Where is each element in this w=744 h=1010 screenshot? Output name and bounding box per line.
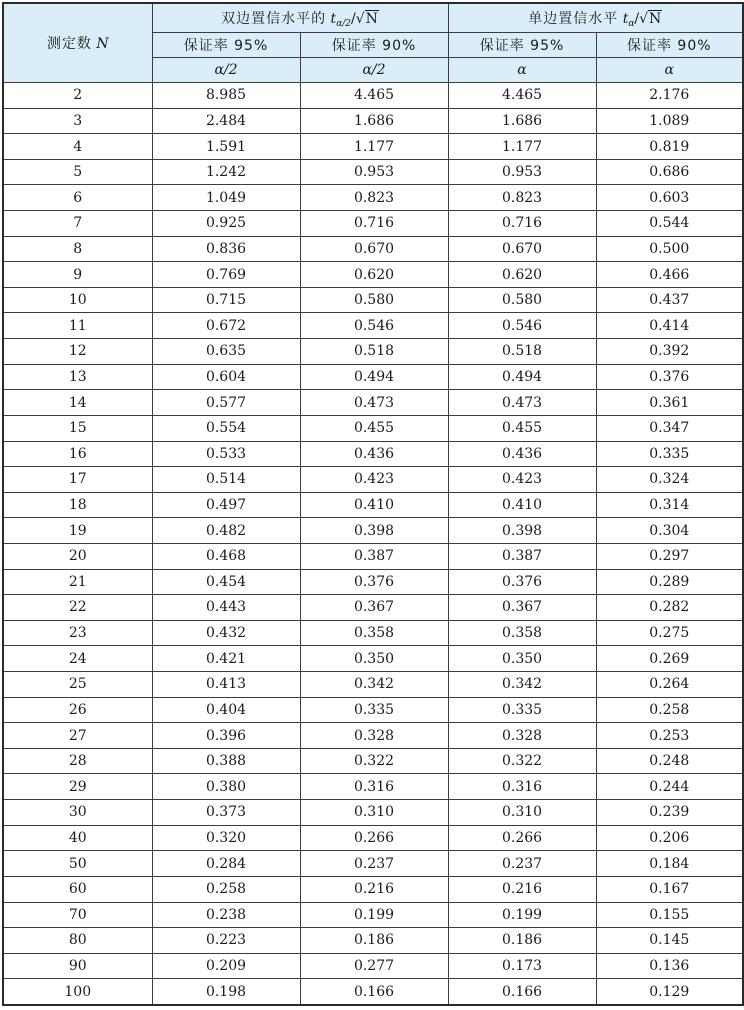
table-row (3, 979, 743, 1005)
cell-two-sided-95: 1.049 (152, 185, 300, 211)
cell-two-sided-90: 0.670 (300, 236, 448, 262)
cell-one-sided-90: 0.819 (596, 134, 743, 160)
table-header (3, 3, 743, 83)
header-one-sided-95: 保证率 95% (448, 33, 596, 58)
cell-one-sided-95: 0.335 (448, 697, 596, 723)
cell-two-sided-90: 0.316 (300, 774, 448, 800)
cell-two-sided-90: 0.823 (300, 185, 448, 211)
cell-n: 27 (3, 723, 152, 749)
cell-n: 12 (3, 339, 152, 365)
cell-two-sided-95: 0.238 (152, 902, 300, 928)
cell-two-sided-95: 0.836 (152, 236, 300, 262)
cell-two-sided-90: 0.367 (300, 595, 448, 621)
cell-two-sided-95: 0.672 (152, 313, 300, 339)
cell-n: 40 (3, 825, 152, 851)
cell-two-sided-95: 0.209 (152, 953, 300, 979)
cell-one-sided-90: 0.289 (596, 569, 743, 595)
header-row-1 (3, 3, 743, 33)
table-row (3, 262, 743, 288)
cell-n: 5 (3, 159, 152, 185)
header-two-sided-t: t (330, 10, 337, 27)
cell-one-sided-90: 0.500 (596, 236, 743, 262)
cell-n: 21 (3, 569, 152, 595)
cell-n: 17 (3, 467, 152, 493)
cell-one-sided-90: 0.347 (596, 415, 743, 441)
cell-one-sided-90: 0.361 (596, 390, 743, 416)
cell-one-sided-90: 0.184 (596, 851, 743, 877)
cell-two-sided-95: 0.925 (152, 211, 300, 237)
cell-two-sided-95: 0.198 (152, 979, 300, 1005)
cell-two-sided-95: 0.258 (152, 876, 300, 902)
header-alpha-2: α (596, 58, 743, 83)
table-row (3, 441, 743, 467)
cell-one-sided-95: 0.322 (448, 748, 596, 774)
header-one-sided-prefix: 单边置信水平 (528, 10, 619, 27)
table-row (3, 83, 743, 109)
header-one-sided (448, 3, 743, 33)
table-row (3, 697, 743, 723)
header-two-sided-slash: / (351, 10, 356, 27)
header-n-count (3, 3, 152, 83)
cell-two-sided-95: 0.380 (152, 774, 300, 800)
table-body (3, 83, 743, 1006)
cell-two-sided-90: 0.376 (300, 569, 448, 595)
cell-one-sided-95: 0.376 (448, 569, 596, 595)
cell-one-sided-90: 0.335 (596, 441, 743, 467)
cell-n: 24 (3, 646, 152, 672)
cell-n: 23 (3, 620, 152, 646)
table-row (3, 851, 743, 877)
cell-one-sided-90: 0.282 (596, 595, 743, 621)
cell-one-sided-90: 0.239 (596, 800, 743, 826)
cell-one-sided-90: 0.253 (596, 723, 743, 749)
table-row (3, 748, 743, 774)
cell-one-sided-95: 0.358 (448, 620, 596, 646)
cell-two-sided-95: 0.284 (152, 851, 300, 877)
header-one-sided-slash: / (634, 10, 640, 27)
cell-two-sided-95: 0.443 (152, 595, 300, 621)
cell-two-sided-90: 0.342 (300, 672, 448, 698)
cell-one-sided-90: 0.376 (596, 364, 743, 390)
cell-two-sided-90: 0.423 (300, 467, 448, 493)
cell-two-sided-95: 0.404 (152, 697, 300, 723)
cell-one-sided-90: 0.264 (596, 672, 743, 698)
cell-one-sided-90: 1.089 (596, 108, 743, 134)
cell-one-sided-90: 0.603 (596, 185, 743, 211)
cell-one-sided-95: 0.518 (448, 339, 596, 365)
cell-two-sided-90: 0.266 (300, 825, 448, 851)
cell-two-sided-90: 0.455 (300, 415, 448, 441)
cell-one-sided-95: 0.186 (448, 928, 596, 954)
table-row (3, 953, 743, 979)
header-two-sided-90: 保证率 90% (300, 33, 448, 58)
table-row (3, 159, 743, 185)
table-row (3, 646, 743, 672)
header-n-prefix: 测定数 (46, 36, 92, 52)
table-row (3, 800, 743, 826)
cell-two-sided-90: 0.398 (300, 518, 448, 544)
cell-two-sided-90: 0.166 (300, 979, 448, 1005)
cell-two-sided-95: 0.715 (152, 287, 300, 313)
cell-one-sided-95: 0.455 (448, 415, 596, 441)
cell-one-sided-90: 0.145 (596, 928, 743, 954)
cell-two-sided-90: 0.216 (300, 876, 448, 902)
cell-two-sided-90: 0.410 (300, 492, 448, 518)
cell-one-sided-95: 0.620 (448, 262, 596, 288)
cell-one-sided-90: 0.269 (596, 646, 743, 672)
cell-one-sided-95: 0.350 (448, 646, 596, 672)
cell-one-sided-90: 0.437 (596, 287, 743, 313)
cell-one-sided-90: 0.136 (596, 953, 743, 979)
cell-two-sided-90: 0.322 (300, 748, 448, 774)
table-row (3, 467, 743, 493)
cell-n: 9 (3, 262, 152, 288)
cell-n: 20 (3, 543, 152, 569)
cell-two-sided-90: 0.358 (300, 620, 448, 646)
cell-two-sided-90: 0.310 (300, 800, 448, 826)
table-row (3, 620, 743, 646)
cell-two-sided-90: 0.546 (300, 313, 448, 339)
table-row (3, 415, 743, 441)
cell-n: 4 (3, 134, 152, 160)
cell-two-sided-95: 0.533 (152, 441, 300, 467)
table-row (3, 543, 743, 569)
cell-n: 19 (3, 518, 152, 544)
cell-n: 7 (3, 211, 152, 237)
cell-n: 22 (3, 595, 152, 621)
header-two-sided (152, 3, 448, 33)
cell-n: 28 (3, 748, 152, 774)
cell-two-sided-95: 0.635 (152, 339, 300, 365)
table-row (3, 672, 743, 698)
header-two-sided-rad: N (365, 10, 378, 27)
cell-one-sided-95: 0.266 (448, 825, 596, 851)
cell-one-sided-90: 0.244 (596, 774, 743, 800)
cell-one-sided-95: 0.670 (448, 236, 596, 262)
cell-n: 30 (3, 800, 152, 826)
cell-one-sided-90: 0.206 (596, 825, 743, 851)
cell-two-sided-95: 0.769 (152, 262, 300, 288)
cell-one-sided-90: 0.258 (596, 697, 743, 723)
header-one-sided-sqrt-sign: √ (639, 10, 649, 27)
cell-n: 26 (3, 697, 152, 723)
table-row (3, 928, 743, 954)
cell-one-sided-95: 0.716 (448, 211, 596, 237)
cell-n: 13 (3, 364, 152, 390)
cell-n: 25 (3, 672, 152, 698)
cell-one-sided-95: 0.494 (448, 364, 596, 390)
cell-two-sided-95: 0.468 (152, 543, 300, 569)
cell-two-sided-90: 1.686 (300, 108, 448, 134)
cell-n: 16 (3, 441, 152, 467)
cell-n: 18 (3, 492, 152, 518)
cell-one-sided-90: 0.324 (596, 467, 743, 493)
cell-n: 14 (3, 390, 152, 416)
cell-two-sided-95: 0.577 (152, 390, 300, 416)
cell-two-sided-95: 0.223 (152, 928, 300, 954)
cell-one-sided-90: 0.686 (596, 159, 743, 185)
cell-two-sided-90: 0.518 (300, 339, 448, 365)
cell-two-sided-90: 1.177 (300, 134, 448, 160)
cell-one-sided-95: 0.546 (448, 313, 596, 339)
cell-one-sided-90: 0.314 (596, 492, 743, 518)
table-row (3, 595, 743, 621)
cell-one-sided-95: 0.199 (448, 902, 596, 928)
cell-two-sided-90: 0.436 (300, 441, 448, 467)
cell-two-sided-90: 0.186 (300, 928, 448, 954)
cell-one-sided-90: 0.248 (596, 748, 743, 774)
cell-two-sided-95: 0.388 (152, 748, 300, 774)
cell-two-sided-95: 0.482 (152, 518, 300, 544)
cell-one-sided-95: 1.177 (448, 134, 596, 160)
cell-one-sided-95: 0.166 (448, 979, 596, 1005)
cell-n: 10 (3, 287, 152, 313)
table-row (3, 518, 743, 544)
cell-one-sided-95: 0.423 (448, 467, 596, 493)
table-row (3, 364, 743, 390)
cell-one-sided-90: 0.297 (596, 543, 743, 569)
cell-n: 3 (3, 108, 152, 134)
cell-one-sided-95: 0.398 (448, 518, 596, 544)
cell-one-sided-95: 0.173 (448, 953, 596, 979)
cell-one-sided-95: 0.342 (448, 672, 596, 698)
cell-one-sided-90: 0.466 (596, 262, 743, 288)
header-two-sided-sub: α/2 (336, 18, 352, 29)
table-row (3, 492, 743, 518)
cell-two-sided-95: 0.497 (152, 492, 300, 518)
cell-one-sided-90: 0.129 (596, 979, 743, 1005)
header-alpha-half-1: α/2 (152, 58, 300, 83)
cell-two-sided-90: 0.620 (300, 262, 448, 288)
table-row (3, 902, 743, 928)
table-row (3, 723, 743, 749)
cell-n: 100 (3, 979, 152, 1005)
cell-two-sided-95: 0.320 (152, 825, 300, 851)
header-one-sided-sub: α (628, 18, 635, 29)
cell-two-sided-95: 0.514 (152, 467, 300, 493)
header-alpha-half-2: α/2 (300, 58, 448, 83)
header-one-sided-90: 保证率 90% (596, 33, 743, 58)
cell-one-sided-95: 1.686 (448, 108, 596, 134)
cell-n: 2 (3, 83, 152, 109)
cell-one-sided-95: 0.580 (448, 287, 596, 313)
header-two-sided-95: 保证率 95% (152, 33, 300, 58)
cell-two-sided-90: 0.953 (300, 159, 448, 185)
cell-n: 50 (3, 851, 152, 877)
cell-one-sided-95: 0.367 (448, 595, 596, 621)
cell-n: 8 (3, 236, 152, 262)
table-row (3, 390, 743, 416)
table-row (3, 108, 743, 134)
cell-n: 6 (3, 185, 152, 211)
cell-two-sided-90: 0.387 (300, 543, 448, 569)
cell-two-sided-90: 0.580 (300, 287, 448, 313)
cell-two-sided-90: 0.277 (300, 953, 448, 979)
cell-one-sided-95: 0.410 (448, 492, 596, 518)
cell-one-sided-95: 0.237 (448, 851, 596, 877)
cell-two-sided-95: 1.242 (152, 159, 300, 185)
cell-two-sided-95: 0.413 (152, 672, 300, 698)
cell-one-sided-95: 0.316 (448, 774, 596, 800)
cell-n: 29 (3, 774, 152, 800)
cell-two-sided-95: 0.396 (152, 723, 300, 749)
table-row (3, 287, 743, 313)
cell-one-sided-95: 0.953 (448, 159, 596, 185)
cell-n: 60 (3, 876, 152, 902)
cell-two-sided-90: 0.335 (300, 697, 448, 723)
cell-two-sided-95: 0.432 (152, 620, 300, 646)
cell-one-sided-95: 0.823 (448, 185, 596, 211)
header-two-sided-prefix: 双边置信水平的 (221, 10, 327, 27)
cell-two-sided-90: 0.237 (300, 851, 448, 877)
cell-one-sided-95: 0.310 (448, 800, 596, 826)
table-row (3, 876, 743, 902)
cell-two-sided-95: 1.591 (152, 134, 300, 160)
table-row (3, 825, 743, 851)
cell-two-sided-95: 0.373 (152, 800, 300, 826)
cell-one-sided-90: 0.304 (596, 518, 743, 544)
table-row (3, 185, 743, 211)
table-row (3, 313, 743, 339)
cell-n: 70 (3, 902, 152, 928)
table-row (3, 134, 743, 160)
cell-two-sided-95: 8.985 (152, 83, 300, 109)
cell-two-sided-95: 0.421 (152, 646, 300, 672)
cell-one-sided-95: 0.216 (448, 876, 596, 902)
cell-two-sided-90: 4.465 (300, 83, 448, 109)
cell-one-sided-90: 0.414 (596, 313, 743, 339)
cell-n: 15 (3, 415, 152, 441)
cell-one-sided-95: 0.473 (448, 390, 596, 416)
header-one-sided-t: t (622, 10, 629, 27)
header-two-sided-sqrt-sign: √ (355, 10, 365, 27)
cell-two-sided-90: 0.328 (300, 723, 448, 749)
cell-one-sided-90: 0.155 (596, 902, 743, 928)
table-row (3, 236, 743, 262)
cell-two-sided-90: 0.473 (300, 390, 448, 416)
cell-two-sided-95: 2.484 (152, 108, 300, 134)
cell-one-sided-90: 0.275 (596, 620, 743, 646)
cell-two-sided-90: 0.199 (300, 902, 448, 928)
table-row (3, 774, 743, 800)
header-n-var: N (96, 36, 109, 52)
cell-two-sided-90: 0.494 (300, 364, 448, 390)
cell-two-sided-95: 0.454 (152, 569, 300, 595)
cell-one-sided-95: 0.328 (448, 723, 596, 749)
table-row (3, 211, 743, 237)
cell-n: 80 (3, 928, 152, 954)
cell-one-sided-90: 0.167 (596, 876, 743, 902)
table-row (3, 339, 743, 365)
cell-one-sided-95: 0.436 (448, 441, 596, 467)
t-distribution-table (2, 2, 744, 1006)
cell-two-sided-90: 0.350 (300, 646, 448, 672)
cell-two-sided-95: 0.554 (152, 415, 300, 441)
header-one-sided-rad: N (649, 10, 662, 27)
cell-two-sided-90: 0.716 (300, 211, 448, 237)
cell-one-sided-90: 2.176 (596, 83, 743, 109)
cell-two-sided-95: 0.604 (152, 364, 300, 390)
header-alpha-1: α (448, 58, 596, 83)
cell-one-sided-90: 0.544 (596, 211, 743, 237)
cell-one-sided-90: 0.392 (596, 339, 743, 365)
cell-one-sided-95: 4.465 (448, 83, 596, 109)
table-row (3, 569, 743, 595)
cell-n: 90 (3, 953, 152, 979)
cell-n: 11 (3, 313, 152, 339)
cell-one-sided-95: 0.387 (448, 543, 596, 569)
